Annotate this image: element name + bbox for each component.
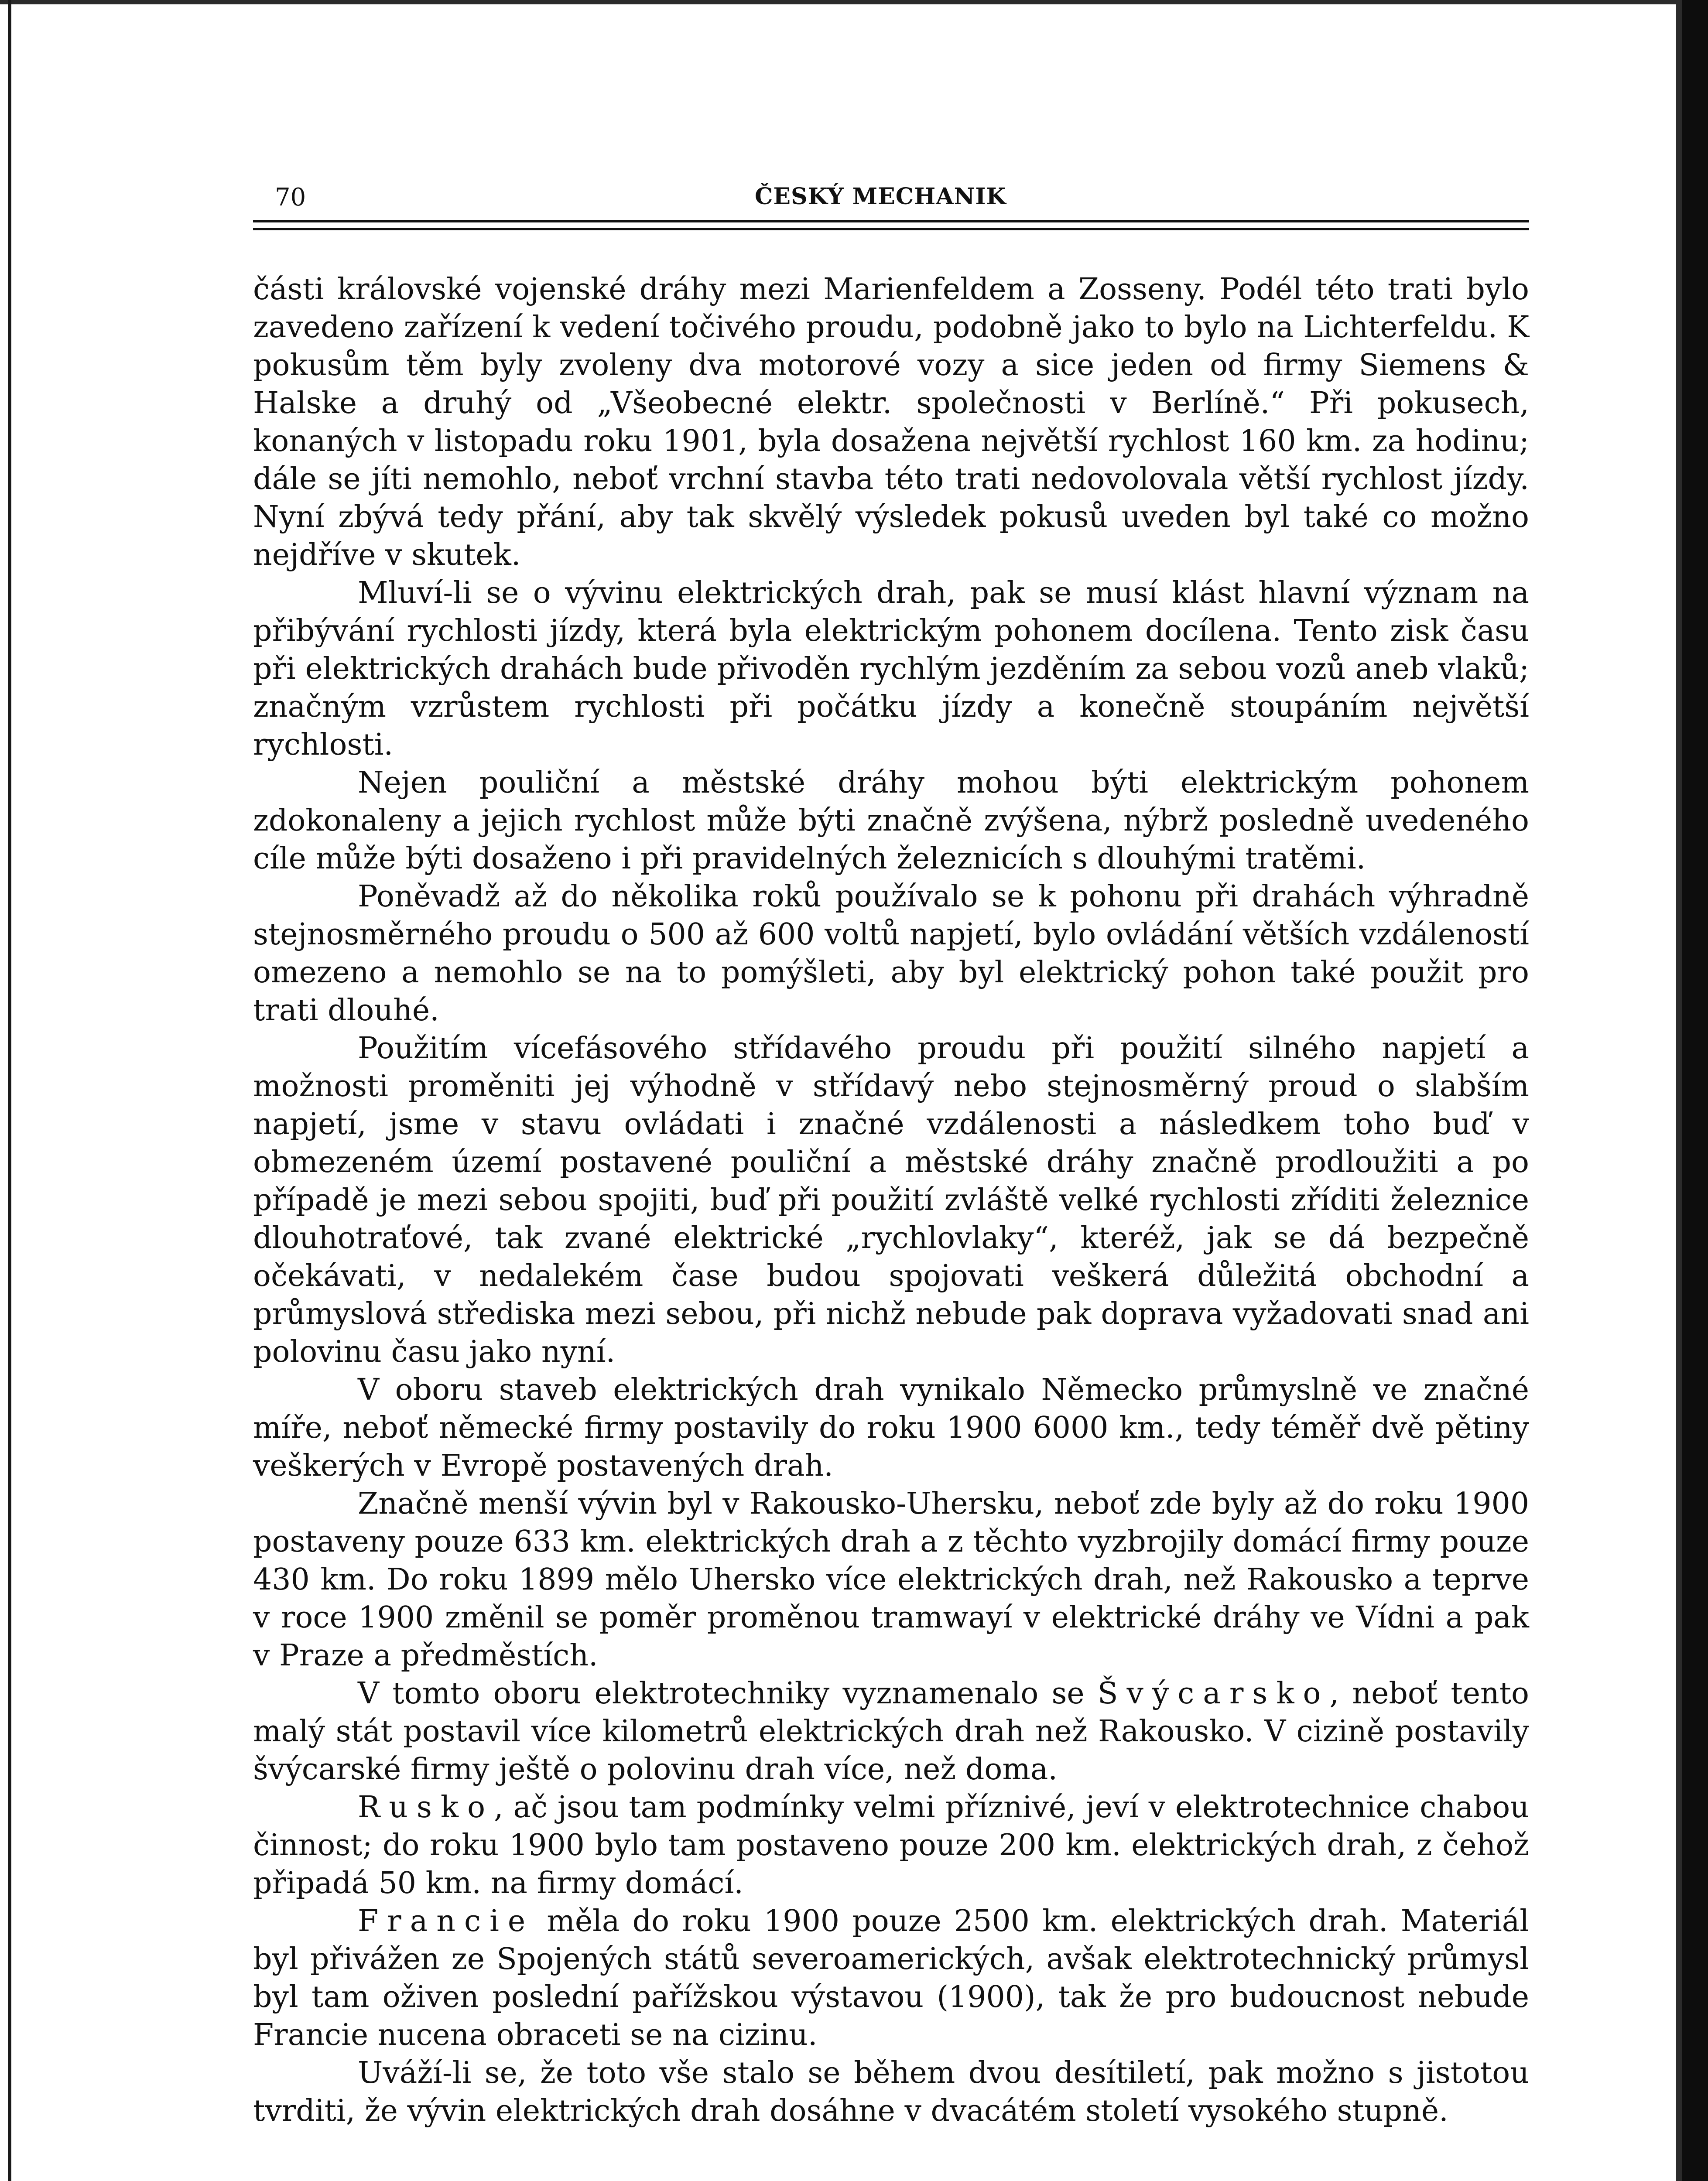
paragraph-10 bbox=[253, 1902, 1529, 2054]
paragraph-8-rest: , neboť tento malý stát postavil více kilometrů elektrických drah než Rakousko. V cizině postavily švýcarské firmy ještě o polovinu drah více, než doma. bbox=[253, 1676, 1529, 1787]
paragraph-4: Poněvadž až do několika roků používalo se k pohonu při drahách výhradně stejnosměrného proudu o 500 až 600 voltů napjetí, bylo ovládání větších vzdáleností omezeno a nemohlo se na to pomýšleti, aby byl elektrický pohon také použit pro trati dlouhé. bbox=[253, 879, 1529, 1028]
scan-border-right-inner bbox=[1676, 0, 1682, 2181]
scan-border-top bbox=[0, 0, 1708, 4]
paragraph-9 bbox=[253, 1788, 1529, 1902]
country-france: Francie bbox=[358, 1904, 534, 1938]
country-switzerland: Švýcarsko bbox=[1097, 1676, 1330, 1711]
paragraph-7: Značně menší vývin byl v Rakousko-Uhersku, neboť zde byly až do roku 1900 postaveny pouze 633 km. elektrických drah a z těchto vyzbrojily domácí firmy pouze 430 km. Do roku 1899 mělo Uhersko více elektrických drah, než Rakousko a teprve v roce 1900 změnil se poměr proměnou tramwayí v elektrické dráhy ve Vídni a pak v Praze a předměstích. bbox=[253, 1487, 1529, 1673]
article-body bbox=[253, 270, 1529, 2130]
paragraph-8-lead: V tomto oboru elektrotechniky vyznamenalo se bbox=[358, 1676, 1098, 1711]
page-number: 70 bbox=[275, 183, 306, 212]
paragraph-10-rest: měla do roku 1900 pouze 2500 km. elektrických drah. Materiál byl přivážen ze Spojených států severoamerických, avšak elektrotechnický průmysl byl tam oživen poslední pařížskou výstavou (1900), tak že pro budoucnost nebude Francie nucena obraceti se na cizinu. bbox=[253, 1904, 1529, 2052]
header-rule-top bbox=[253, 220, 1529, 222]
paragraph-5: Použitím vícefásového střídavého proudu při použití silného napjetí a možnosti proměniti jej výhodně v střídavý nebo stejnosměrný proud o slabším napjetí, jsme v stavu ovládati i značné vzdálenosti a následkem toho buď v obmezeném území postavené pouliční a městské dráhy značně prodloužiti a po případě je mezi sebou spojiti, buď při použití zvláště velké rychlosti zříditi železnice dlouhotraťové, tak zvané elektrické „rychlovlaky“, kteréž, jak se dá bezpečně očekávati, v nedalekém čase budou spojovati veškerá důležitá obchodní a průmyslová střediska mezi sebou, při nichž nebude pak doprava vyžadovati snad ani polovinu času jako nyní. bbox=[253, 1031, 1529, 1369]
paragraph-8 bbox=[253, 1675, 1529, 1788]
country-russia: Rusko bbox=[358, 1790, 494, 1825]
paragraph-2: Mluví-li se o vývinu elektrických drah, pak se musí klást hlavní význam na přibývání rychlosti jízdy, která byla elektrickým pohonem docílena. Tento zisk času při elektrických drahách bude přivoděn rychlým jezděním za sebou vozů aneb vlaků; značným vzrůstem rychlosti při počátku jízdy a konečně stoupáním největší rychlosti. bbox=[253, 576, 1529, 762]
scan-border-left bbox=[8, 0, 11, 2181]
paragraph-9-rest: , ač jsou tam podmínky velmi příznivé, jeví v elektrotechnice chabou činnost; do roku 1900 bylo tam postaveno pouze 200 km. elektrických drah, z čehož připadá 50 km. na firmy domácí. bbox=[253, 1790, 1529, 1901]
paragraph-1: části královské vojenské dráhy mezi Marienfeldem a Zosseny. Podél této trati bylo zavedeno zařízení k vedení točivého proudu, podobně jako to bylo na Lichterfeldu. K pokusům těm byly zvoleny dva motorové vozy a sice jeden od firmy Siemens & Halske a druhý od „Všeobecné elektr. společnosti v Berlíně.“ Při pokusech, konaných v listopadu roku 1901, byla dosažena největší rychlost 160 km. za hodinu; dále se jíti nemohlo, neboť vrchní stavba této trati nedovolovala větší rychlost jízdy. Nyní zbývá tedy přání, aby tak skvělý výsledek pokusů uveden byl také co možno nejdříve v skutek. bbox=[253, 272, 1529, 572]
header-rule-bottom bbox=[253, 228, 1529, 230]
paragraph-11: Uváží-li se, že toto vše stalo se během dvou desítiletí, pak možno s jistotou tvrditi, že vývin elektrických drah dosáhne v dvacátém století vysokého stupně. bbox=[253, 2056, 1529, 2128]
paragraph-6: V oboru staveb elektrických drah vynikalo Německo průmyslně ve značné míře, neboť německé firmy postavily do roku 1900 6000 km., tedy téměř dvě pětiny veškerých v Evropě postavených drah. bbox=[253, 1373, 1529, 1483]
paragraph-3: Nejen pouliční a městské dráhy mohou býti elektrickým pohonem zdokonaleny a jejich rychlost může býti značně zvýšena, nýbrž posledně uvedeného cíle může býti dosaženo i při pravidelných železnicích s dlouhými tratěmi. bbox=[253, 766, 1529, 876]
scan-border-right bbox=[1682, 0, 1708, 2181]
running-title: ČESKÝ MECHANIK bbox=[755, 183, 1006, 210]
